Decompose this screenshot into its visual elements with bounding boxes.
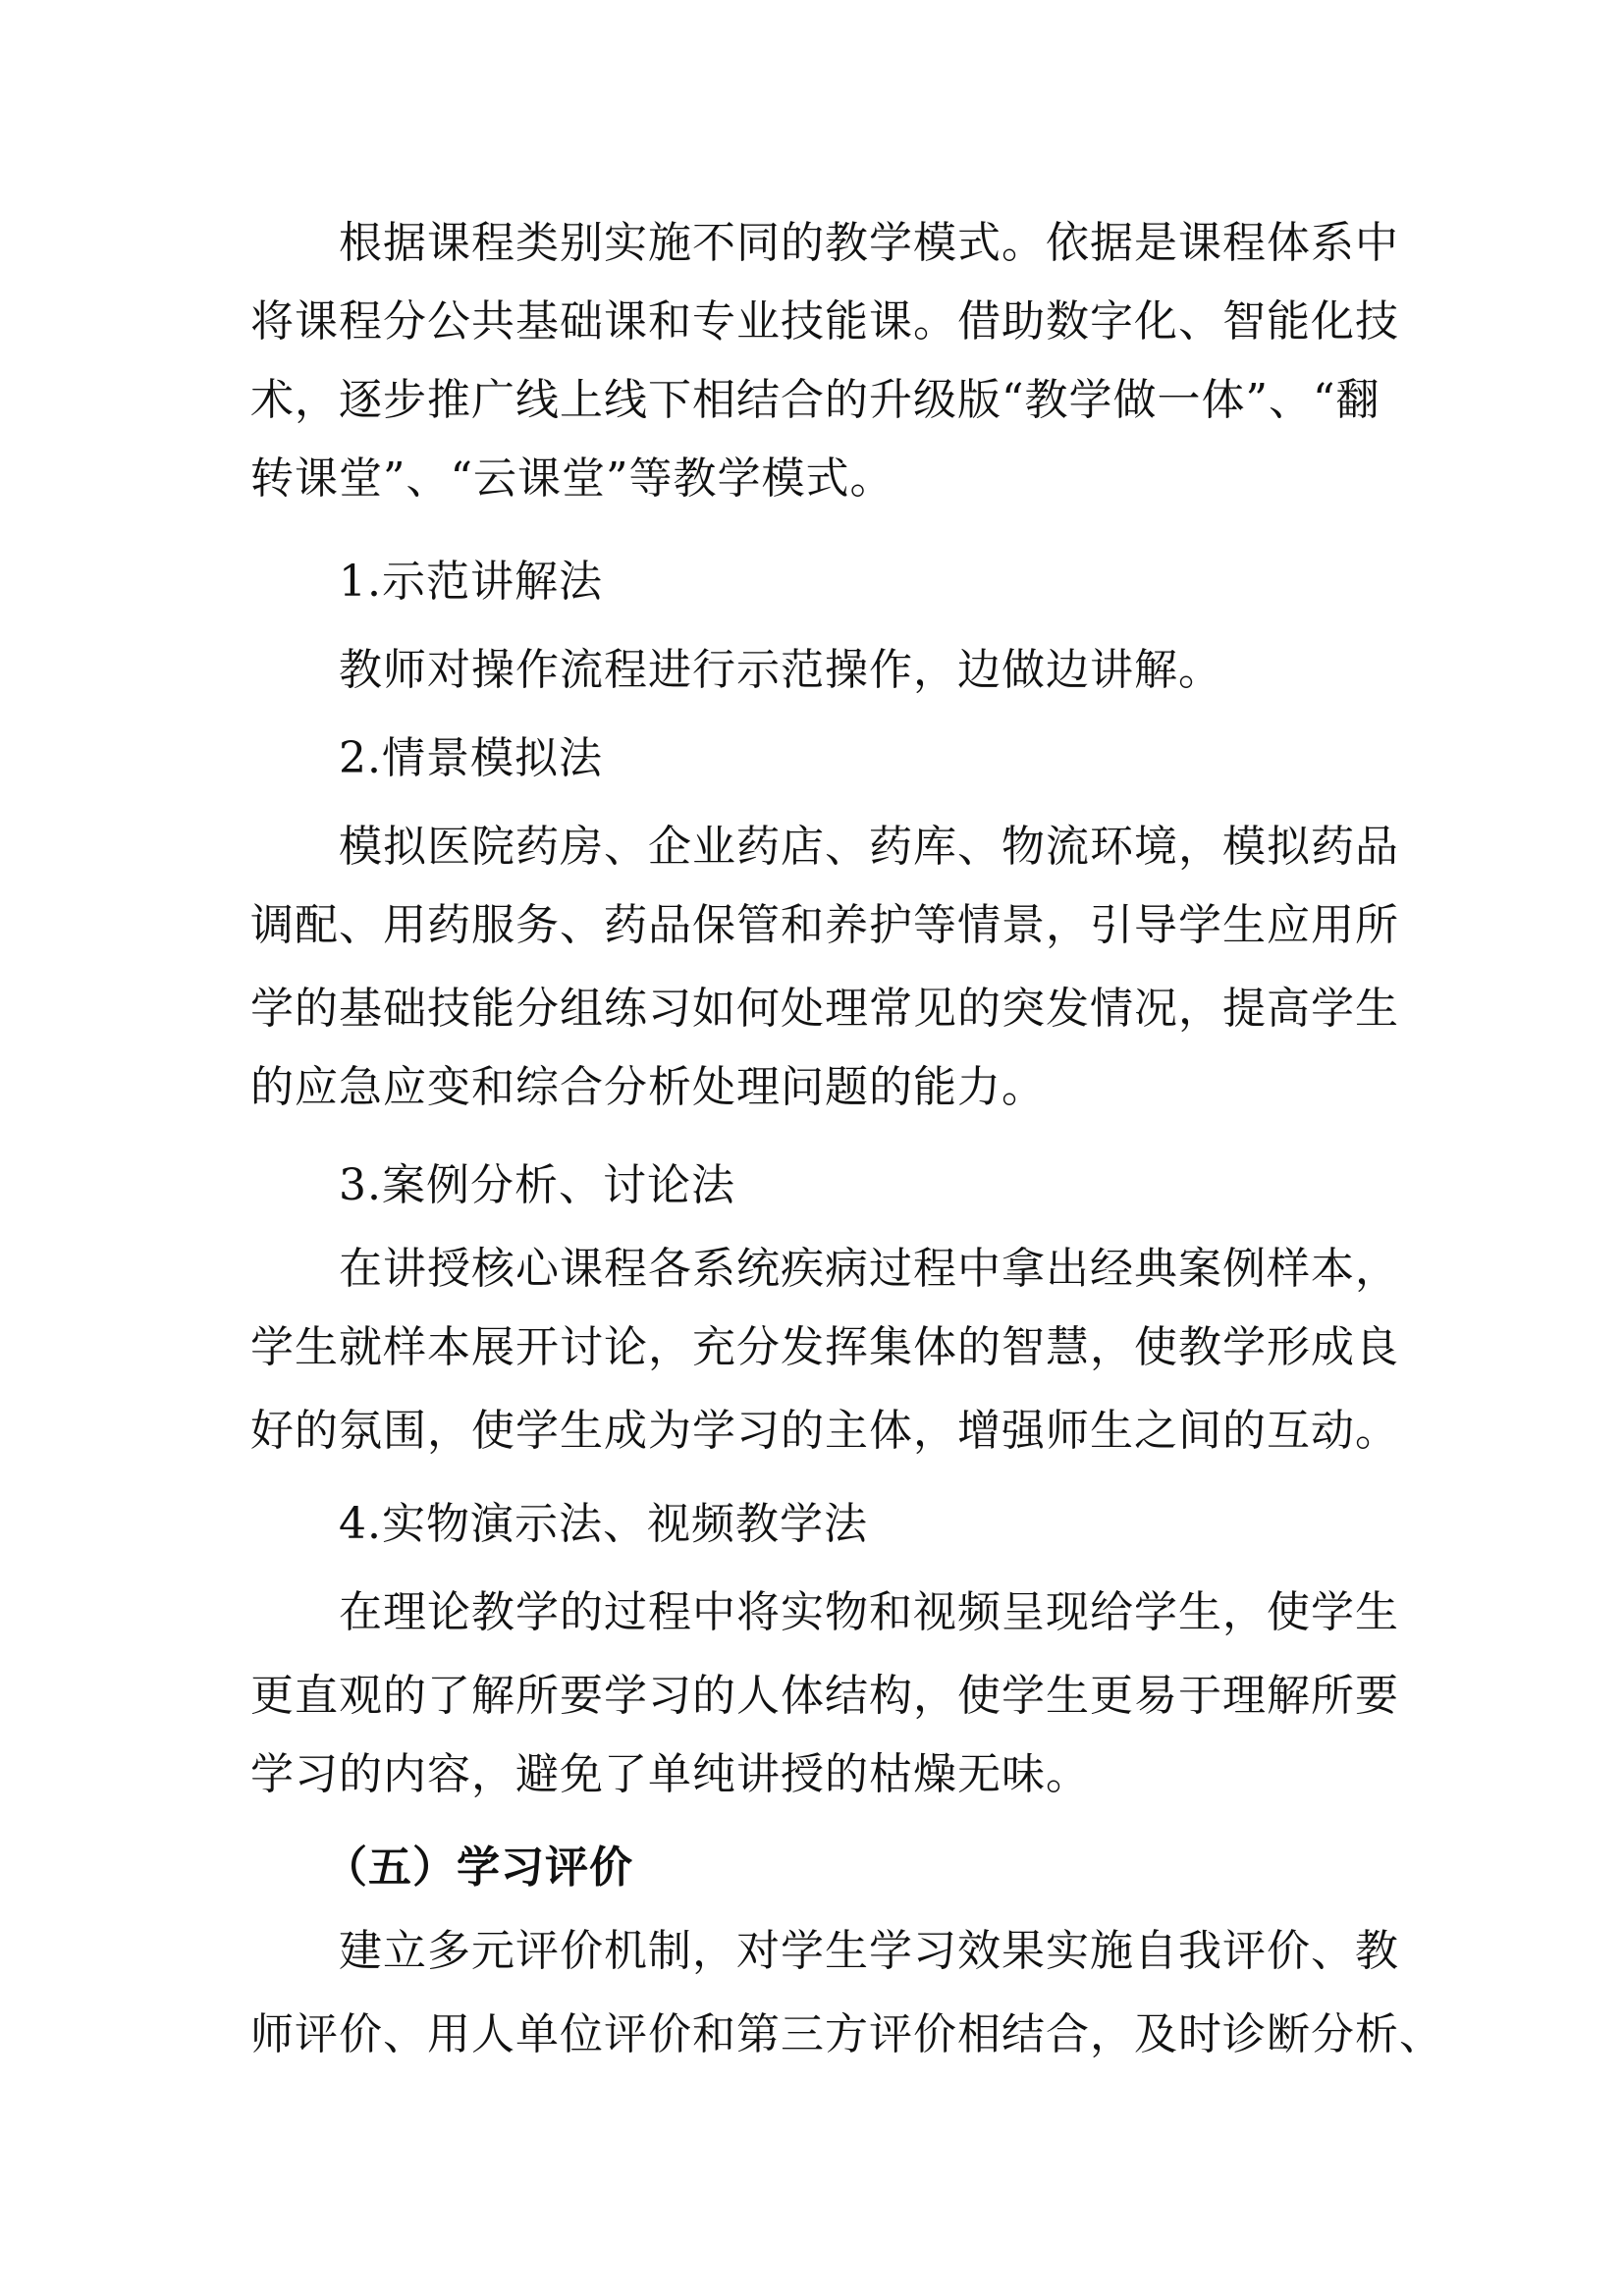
subsection-heading: （五）学习评价 <box>324 1842 633 1893</box>
paragraph-line: 转课堂”、“云课堂”等教学模式。 <box>250 454 894 504</box>
paragraph-line: 教师对操作流程进行示范操作，边做边讲解。 <box>339 645 1222 695</box>
paragraph-line: 学生就样本展开讨论，充分发挥集体的智慧，使教学形成良 <box>250 1322 1399 1372</box>
paragraph-line: 师评价、用人单位评价和第三方评价相结合，及时诊断分析、 <box>250 2009 1443 2059</box>
section-heading: 1.示范讲解法 <box>339 557 603 607</box>
paragraph-line: 根据课程类别实施不同的教学模式。依据是课程体系中 <box>339 218 1399 268</box>
section-heading: 4.实物演示法、视频教学法 <box>339 1499 868 1549</box>
paragraph-line: 学习的内容，避免了单纯讲授的枯燥无味。 <box>250 1749 1090 1799</box>
paragraph-line: 将课程分公共基础课和专业技能课。借助数字化、智能化技 <box>250 296 1399 347</box>
section-heading: 2.情景模拟法 <box>339 733 603 783</box>
section-heading: 3.案例分析、讨论法 <box>339 1160 735 1210</box>
paragraph-line: 在讲授核心课程各系统疾病过程中拿出经典案例样本， <box>339 1244 1399 1294</box>
paragraph-line: 更直观的了解所要学习的人体结构，使学生更易于理解所要 <box>250 1671 1399 1721</box>
paragraph-line: 术，逐步推广线上线下相结合的升级版“教学做一体”、“翻 <box>250 375 1380 425</box>
paragraph-line: 的应急应变和综合分析处理问题的能力。 <box>250 1062 1046 1112</box>
paragraph-line: 模拟医院药房、企业药店、药库、物流环境，模拟药品 <box>339 822 1399 872</box>
paragraph-line: 调配、用药服务、药品保管和养护等情景，引导学生应用所 <box>250 900 1399 950</box>
paragraph-line: 好的氛围，使学生成为学习的主体，增强师生之间的互动。 <box>250 1406 1399 1456</box>
paragraph-line: 在理论教学的过程中将实物和视频呈现给学生，使学生 <box>339 1587 1399 1637</box>
paragraph-line: 建立多元评价机制，对学生学习效果实施自我评价、教 <box>339 1926 1399 1976</box>
paragraph-line: 学的基础技能分组练习如何处理常见的突发情况，提高学生 <box>250 984 1399 1034</box>
